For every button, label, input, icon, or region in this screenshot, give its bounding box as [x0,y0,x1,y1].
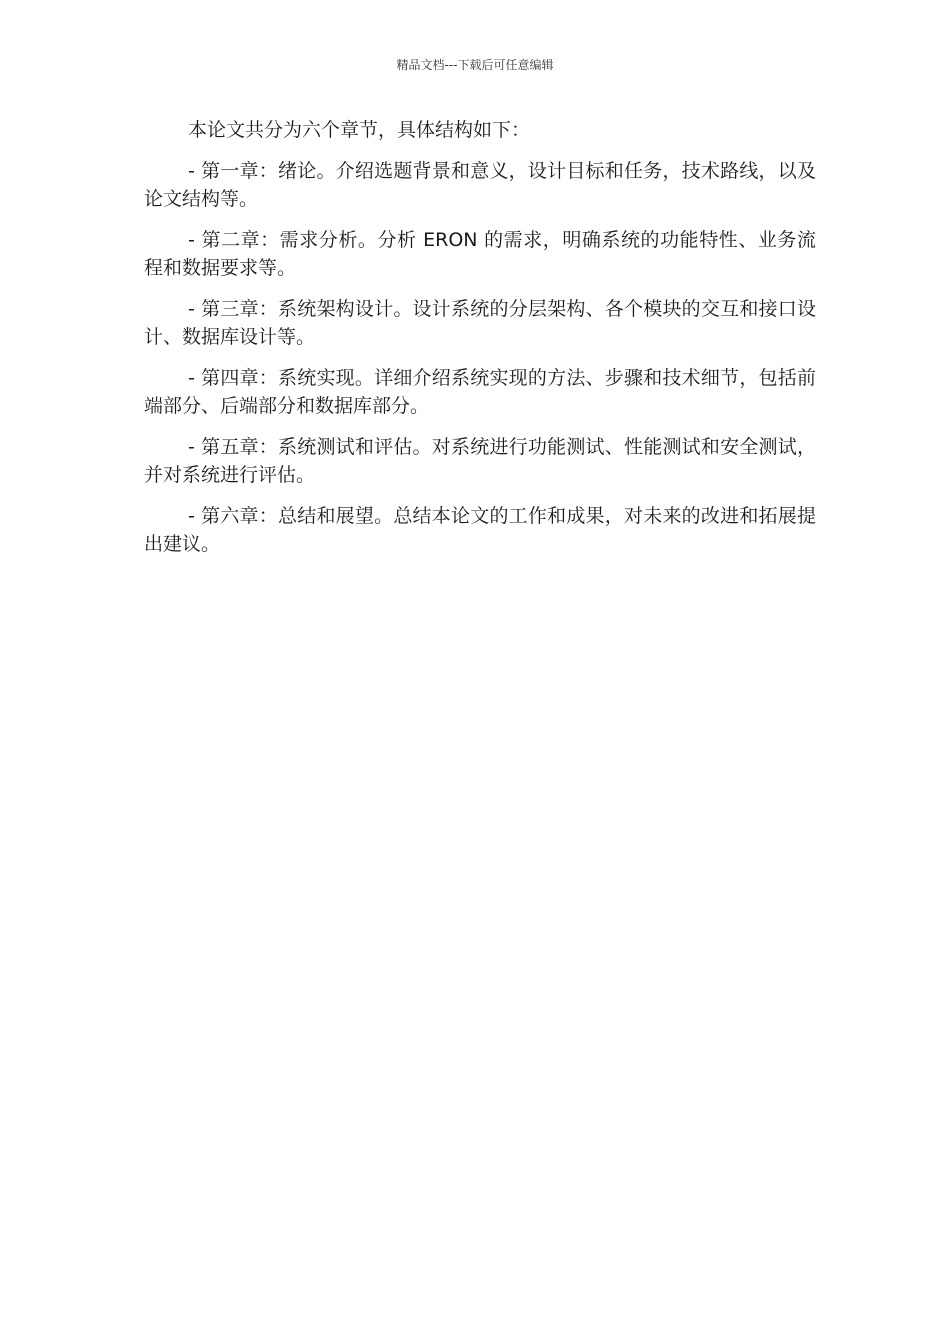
intro-paragraph: 本论文共分为六个章节，具体结构如下： [188,119,531,141]
chapter-4-paragraph: - 第四章：系统实现。详细介绍系统实现的方法、步骤和技术细节，包括前端部分、后端部分和数据库部分。 [144,367,816,417]
chapter-1-paragraph: - 第一章：绪论。介绍选题背景和意义，设计目标和任务，技术路线，以及论文结构等。 [144,160,816,210]
document-body [144,116,816,571]
chapter-5-paragraph: - 第五章：系统测试和评估。对系统进行功能测试、性能测试和安全测试，并对系统进行评估。 [144,436,816,486]
page-header: 精品文档---下载后可任意编辑 [396,58,554,72]
chapter-2-paragraph: - 第二章：需求分析。分析 ERON 的需求，明确系统的功能特性、业务流程和数据要求等。 [144,229,816,279]
chapter-3-paragraph: - 第三章：系统架构设计。设计系统的分层架构、各个模块的交互和接口设计、数据库设计等。 [144,298,816,348]
chapter-6-paragraph: - 第六章：总结和展望。总结本论文的工作和成果，对未来的改进和拓展提出建议。 [144,505,816,555]
